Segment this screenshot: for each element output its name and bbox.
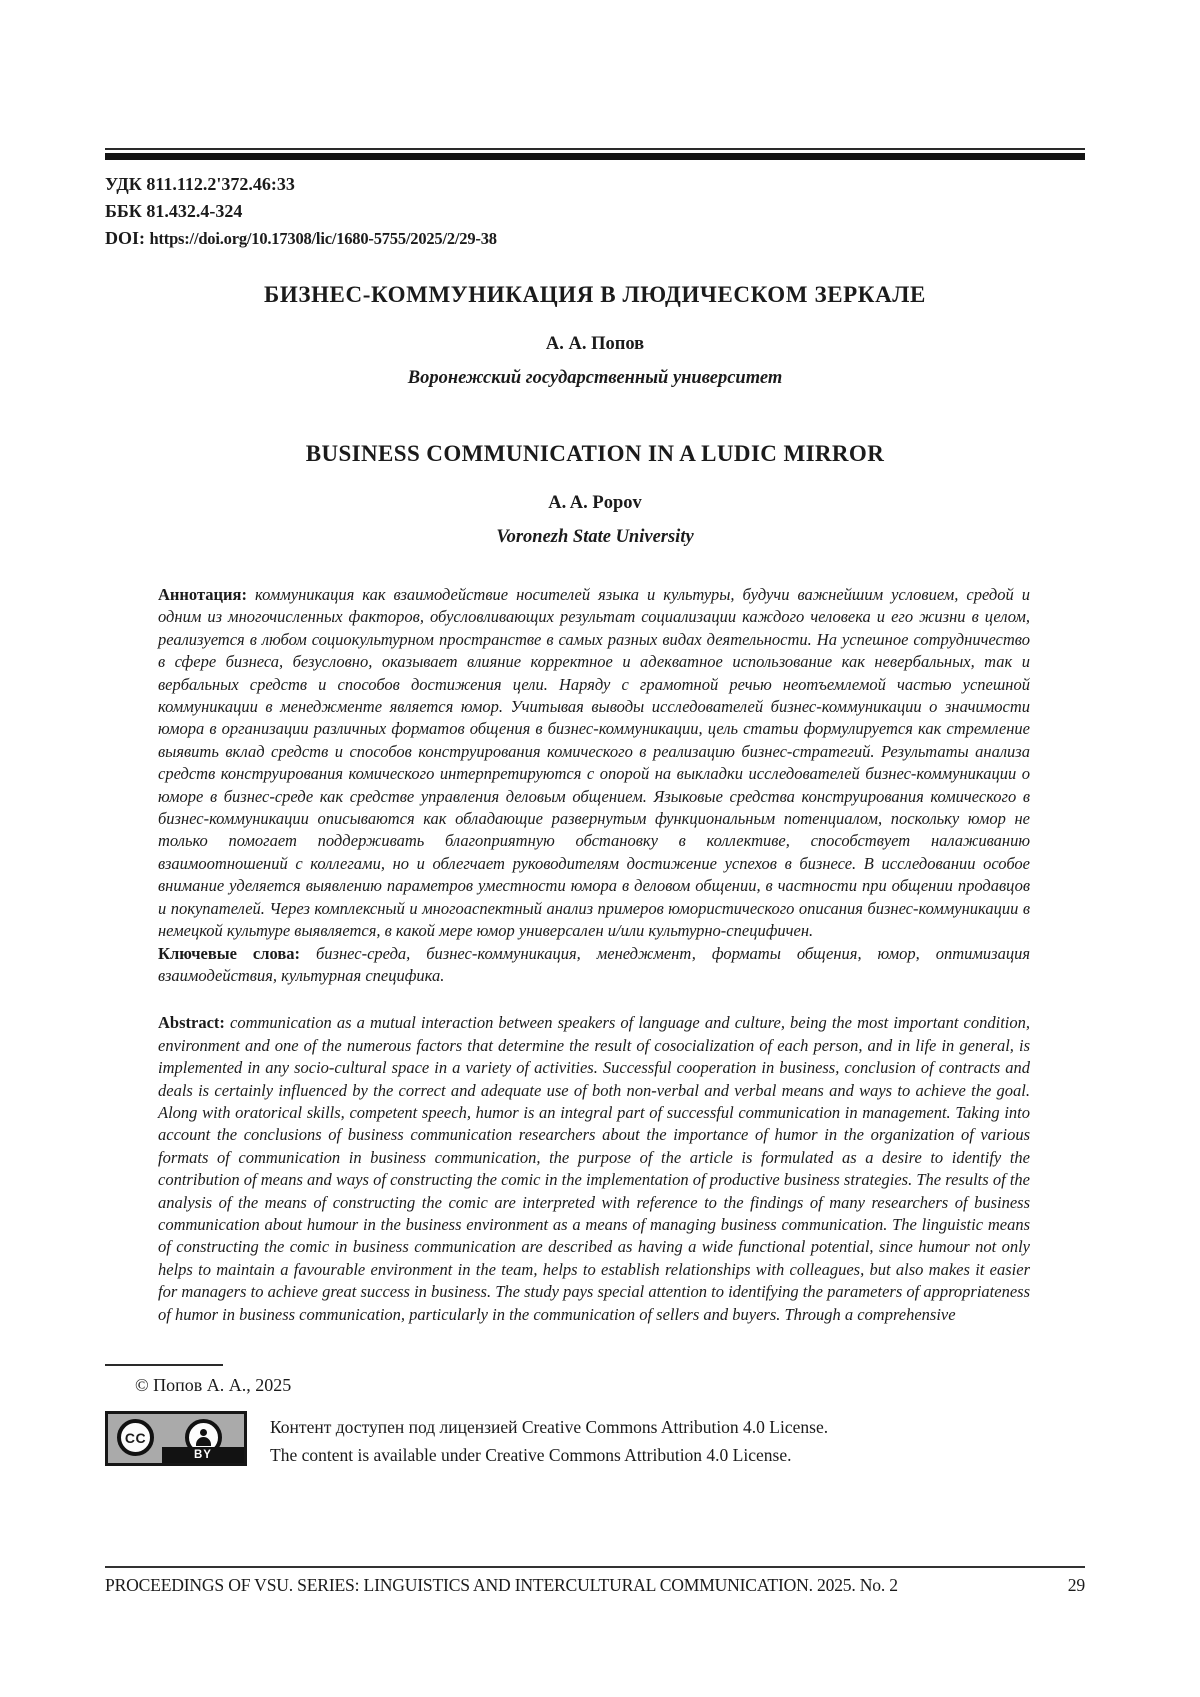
header-rule-thin [105,148,1085,150]
cc-icon [117,1419,154,1456]
header-rule-thick [105,153,1085,160]
license-row [105,1411,1085,1469]
abstract-text: communication as a mutual interaction between speakers of language and culture, being the most important condition, environment and one of the numerous factors that determine the result of cosocialization of each person, and in life in general, is implemented in any socio-cultural space in a variety of activities. Successful cooperation in business, conclusion of contracts and deals is certainly influenced by the correct and adequate use of both non-verbal and verbal means and ways to achieve the goal. Along with oratorical skills, competent speech, humor is an integral part of successful communication in management. Taking into account the conclusions of business communication researchers about the importance of humor in the organization of various formats of communication in business communication, the purpose of the article is formulated as a desire to identify the contribution of means and ways of constructing the comic in the implementation of productive business strategies. The results of the analysis of the means of constructing the comic are interpreted with reference to the findings of many researchers of business communication about humour in the business environment as a means of managing business communication. The linguistic means of constructing the comic in business communication are described as having a wide functional potential, since humour not only helps to maintain a favourable environment in the team, helps to establish relationships with colleagues, but also makes it easier for managers to achieve great success in business. The study pays special attention to identifying the parameters of appropriateness of humor in business communication, particularly in the communication of sellers and buyers. Through a comprehensive [158,1013,1030,1324]
license-line-en: The content is available under Creative Commons Attribution 4.0 License. [270,1445,792,1465]
udc-line: УДК 811.112.2'372.46:33 [105,174,295,194]
annotation-paragraph [158,584,1030,943]
page-number: 29 [1067,1575,1085,1595]
cc-by-badge [105,1411,247,1466]
header-double-rule [105,148,1085,160]
keywords-paragraph [158,943,1030,988]
page-footer [105,1566,1085,1596]
cc-icon-label: CC [124,1429,147,1446]
by-label: BY [162,1447,244,1463]
author-en: A. A. Popov [548,493,642,513]
copyright-line: © Попов А. А., 2025 [135,1375,292,1395]
doi-label: DOI: [105,228,145,248]
abstract-block [158,584,1030,1326]
doi-url: https://doi.org/10.17308/lic/1680-5755/2025/2/29-38 [149,229,497,248]
article-title-en: BUSINESS COMMUNICATION IN A LUDIC MIRROR [305,441,885,466]
annotation-text: коммуникация как взаимодействие носителей языка и культуры, будучи важнейшим условием, средой и одним из многочисленных факторов, обусловливающих результат социализации каждого человека и его жизни в целом, реализуется в любом социокультурном пространстве в самых разных видах деятельности. На успешное сотрудничество в сфере бизнеса, безусловно, оказывает влияние корректное и адекватное использование как невербальных, так и вербальных средств и способов достижения цели. Наряду с грамотной речью неотъемлемой частью успешной коммуникации в менеджменте является юмор. Учитывая выводы исследователей бизнес-коммуникации о значимости юмора в организации различных форматов общения в бизнес-коммуникации, цель статьи формулируется как стремление выявить вклад средств и способов конструирования комического в реализацию бизнес-стратегий. Результаты анализа средств конструирования комического интерпретируются с опорой на выкладки исследователей бизнес-коммуникации о юморе в бизнес-среде как средстве управления деловым общением. Языковые средства конструирования комического в бизнес-коммуникации описываются как обладающие развернутым функциональным потенциалом, поскольку юмор не только помогает поддерживать благоприятную обстановку в коллективе, способствует налаживанию взаимоотношений с коллегами, но и облегчает руководителям достижение успехов в бизнесе. В исследовании особое внимание уделяется выявлению параметров уместности юмора в деловом общении, в частности при общении продавцов и покупателей. Через комплексный и многоаспектный анализ примеров юмористического описания бизнес-коммуникации в немецкой культуре выявляется, в какой мере юмор универсален и/или культурно-специфичен. [158,585,1030,941]
affiliation-ru: Воронежский государственный университет [407,368,783,388]
bbk-line: ББК 81.432.4-324 [105,201,243,221]
abstract-label: Abstract: [158,1013,225,1033]
keywords-label: Ключевые слова: [158,943,300,963]
keywords-text: бизнес-среда, бизнес-коммуникация, менеджмент, форматы общения, юмор, оптимизация взаимодействия, культурная специфика. [158,943,1030,985]
page-content [105,148,1085,1469]
license-line-ru: Контент доступен под лицензией Creative Commons Attribution 4.0 License. [270,1417,829,1437]
article-title-ru: БИЗНЕС-КОММУНИКАЦИЯ В ЛЮДИЧЕСКОМ ЗЕРКАЛЕ [264,282,926,307]
affiliation-en: Voronezh State University [496,527,694,547]
author-ru: А. А. Попов [545,334,645,354]
copyright-rule [105,1364,223,1366]
journal-running-title: PROCEEDINGS OF VSU. SERIES: LINGUISTICS AND INTERCULTURAL COMMUNICATION. 2025. No. 2 [105,1575,898,1595]
abstract-paragraph [158,1012,1030,1326]
footer-rule [105,1566,1085,1568]
license-text [270,1411,828,1469]
annotation-label: Аннотация: [158,585,247,604]
doi-line [105,225,1085,252]
article-meta [105,171,1085,252]
